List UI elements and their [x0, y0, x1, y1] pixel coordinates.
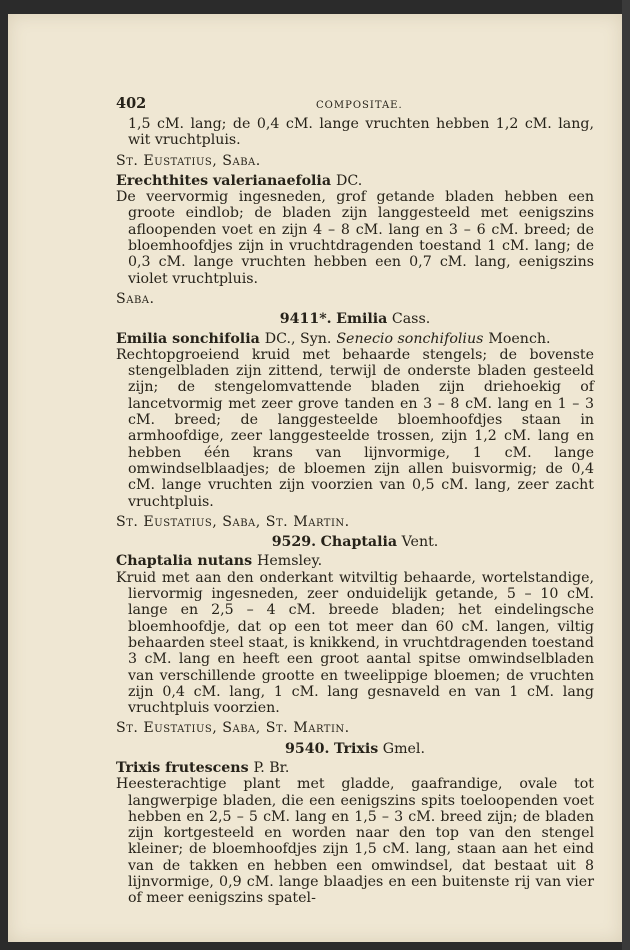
page-header — [116, 92, 594, 116]
continued-text: 1,5 cM. lang; de 0,4 cM. lange vruchten hebben 1,2 cM. lang, wit vruchtpluis. — [128, 116, 594, 149]
synonym-author: Moench. — [488, 330, 551, 347]
species-description: Heesterachtige plant met gladde, gaafrandige, ovale tot langwerpige bladen, die een eenigszins spits toeloopenden voet hebben en 2,5 – 5 cM. lang en 1,5 – 3 cM. breed zijn; de bladen zijn kortgesteeld en worden naar den top van den stengel kleiner; de bloemhoofdjes zijn 1,5 cM. lang, staan aan het eind van de takken en hebben een omwindsel, dat bestaat uit 8 lijnvormige, 0,9 cM. lange blaadjes en een buitenste rij van vier of meer eenigszins spatel- — [116, 776, 594, 907]
page-content — [116, 92, 594, 907]
species-description: Rechtopgroeiend kruid met behaarde stengels; de bovenste stengelbladen zijn zittend, terwijl de onderste bladen gesteeld zijn; de stengelomvattende bladen zijn driehoekig of lancetvormig met zeer grove tanden en 3 – 8 cM. lang en 1 – 3 cM. breed; de langgesteelde bloemhoofdjes staan in armhoofdige, zeer langgesteelde trossen, zijn 1,2 cM. lang en hebben één krans van lijnvormige, 1 cM. lange omwindselblaadjes; de bloemen zijn allen buisvormig; de 0,4 cM. lange vruchten zijn voorzien van 0,5 cM. lang, zeer zacht vruchtpluis. — [116, 346, 594, 510]
species-description: Kruid met aan den onderkant witviltig behaarde, wortelstandige, liervormig ingesneden, zeer onduidelijk getande, 5 – 10 cM. lange en 2,5 – 4 cM. breede bladen; het eindelingsche bloemhoofdje, dat op een tot meer dan 60 cM. langen, viltig behaarden steel staat, is knikkend, in vruchtdragenden toestand 3 cM. lang en heeft een groot aantal spitse omwindselbladen van verschillende grootte en tweelippige bloemen; de vruchten zijn 0,4 cM. lang, 1 cM. lang gesnaveld en van 1 cM. lang vruchtpluis voorzien. — [116, 569, 594, 717]
genus-number: 9540. — [285, 740, 330, 757]
locality-line: Saba. — [116, 290, 155, 307]
genus-author: Vent. — [401, 534, 439, 551]
synonym-name: Senecio sonchifolius — [336, 330, 484, 347]
species-heading-emilia — [116, 331, 594, 347]
genus-heading-emilia — [116, 311, 594, 327]
genus-name: Chaptalia — [320, 534, 398, 551]
species-description: De veervormig ingesneden, grof getande bladen hebben een groote eindlob; de bladen zijn langgesteeld met eenigszins afloopenden voet en zijn 4 – 8 cM. lang en 3 – 6 cM. breed; de bloemhoofdjes zijn in vruchtdragenden toestand 1 cM. lang; de 0,3 cM. lange vruchten hebben een 0,7 cM. lang, eenigszins violet vruchtpluis. — [116, 189, 594, 287]
locality-line: St. Eustatius, Saba, St. Martin. — [116, 720, 350, 737]
page-edge-shadow — [622, 0, 630, 950]
species-heading-chaptalia — [116, 553, 594, 569]
book-page — [8, 14, 622, 942]
species-name: Erechthites valerianaefolia — [116, 172, 332, 189]
species-name: Trixis frutescens — [116, 759, 249, 776]
genus-heading-trixis — [116, 741, 594, 757]
locality-line: St. Eustatius, Saba, St. Martin. — [116, 513, 350, 530]
locality-line: St. Eustatius, Saba. — [116, 152, 261, 169]
genus-number: 9411*. — [279, 311, 332, 328]
species-author: DC., Syn. — [264, 330, 332, 347]
genus-heading-chaptalia — [116, 534, 594, 550]
genus-number: 9529. — [271, 534, 317, 551]
species-author: Hemsley. — [257, 553, 323, 570]
genus-author: Gmel. — [382, 740, 425, 757]
species-heading-trixis — [116, 760, 594, 776]
species-author: P. Br. — [253, 759, 290, 776]
genus-name: Trixis — [333, 740, 379, 757]
running-head: COMPOSITAE. — [316, 100, 403, 111]
genus-author: Cass. — [391, 311, 431, 328]
species-name: Chaptalia nutans — [116, 553, 253, 570]
species-author: DC. — [335, 172, 363, 189]
species-name: Emilia sonchifolia — [116, 330, 260, 347]
page-number: 402 — [116, 95, 147, 112]
genus-name: Emilia — [336, 311, 388, 328]
species-heading-erechthites — [116, 173, 594, 189]
